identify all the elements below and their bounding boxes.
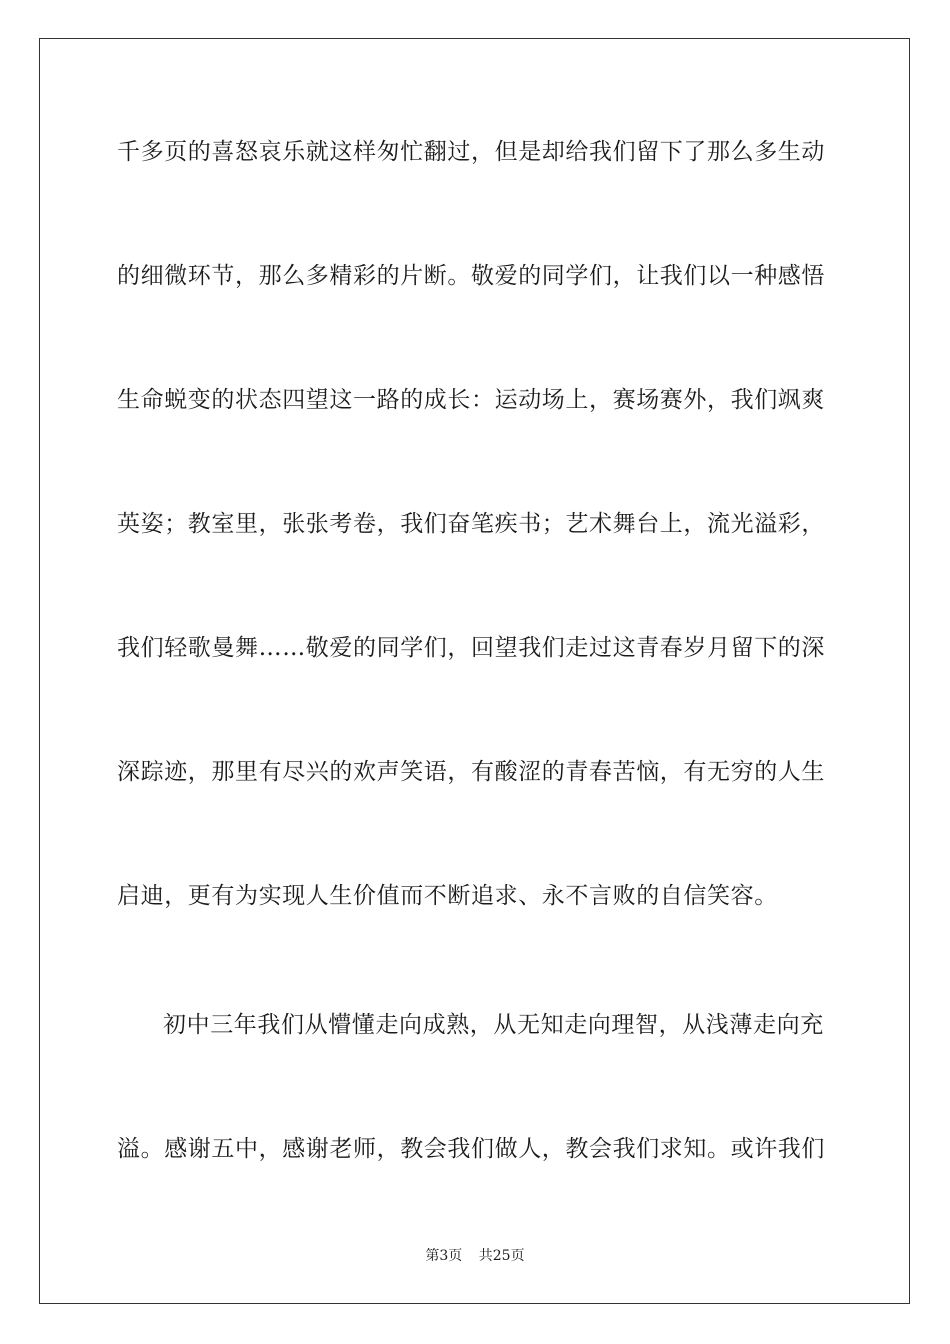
text-line-1: 千多页的喜怒哀乐就这样匆忙翻过，但是却给我们留下了那么多生动	[117, 139, 825, 165]
page-footer	[0, 1247, 950, 1265]
total-pages: 共25页	[478, 1248, 525, 1264]
text-line-2: 的细微环节，那么多精彩的片断。敬爱的同学们，让我们以一种感悟	[117, 263, 825, 289]
paragraph-2-line-1: 初中三年我们从懵懂走向成熟，从无知走向理智，从浅薄走向充	[163, 1012, 824, 1038]
page-number: 第3页	[425, 1248, 463, 1264]
text-line-4: 英姿；教室里，张张考卷，我们奋笔疾书；艺术舞台上，流光溢彩，	[117, 511, 825, 537]
text-line-6: 深踪迹，那里有尽兴的欢声笑语，有酸涩的青春苦恼，有无穷的人生	[117, 759, 825, 785]
text-line-5: 我们轻歌曼舞……敬爱的同学们，回望我们走过这青春岁月留下的深	[117, 635, 825, 661]
text-line-3: 生命蜕变的状态四望这一路的成长：运动场上，赛场赛外，我们飒爽	[117, 387, 825, 413]
paragraph-2-line-2: 溢。感谢五中，感谢老师，教会我们做人，教会我们求知。或许我们	[117, 1136, 825, 1162]
page-border	[39, 38, 910, 1304]
text-line-7: 启迪，更有为实现人生价值而不断追求、永不言败的自信笑容。	[117, 883, 778, 909]
